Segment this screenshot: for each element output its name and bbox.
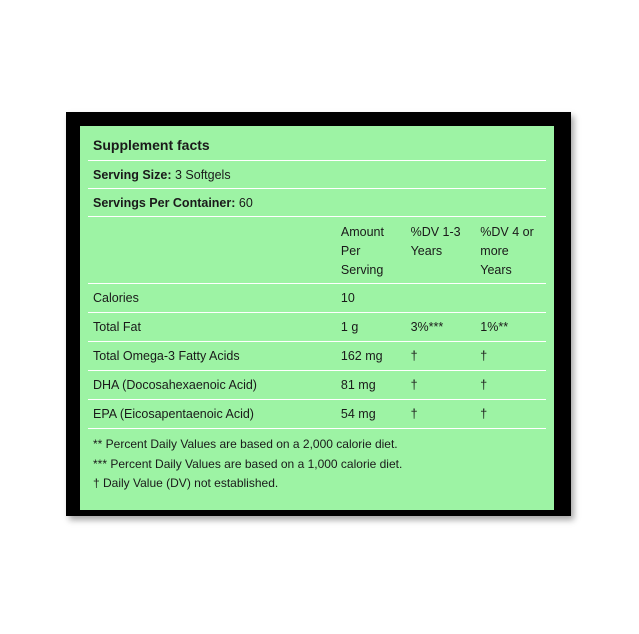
header-dv4-line: more bbox=[480, 244, 509, 258]
table-row bbox=[88, 284, 546, 313]
table-row bbox=[88, 313, 546, 342]
nutrient-dv4: † bbox=[480, 377, 488, 392]
nutrient-amount: 81 mg bbox=[340, 377, 376, 392]
table-row bbox=[88, 400, 546, 429]
header-dv4-line: Years bbox=[480, 263, 512, 277]
panel-title: Supplement facts bbox=[88, 126, 546, 161]
nutrient-dv13: † bbox=[410, 406, 418, 421]
header-amount-line: Per bbox=[340, 244, 361, 258]
serving-size-value: 3 Softgels bbox=[174, 167, 231, 182]
serving-size-label: Serving Size: bbox=[93, 167, 172, 182]
header-dv-4-more bbox=[480, 223, 546, 280]
supplement-facts-frame bbox=[66, 112, 571, 516]
header-dv13-line: %DV 1-3 bbox=[410, 225, 461, 239]
column-header-row bbox=[88, 217, 546, 284]
nutrient-dv13: † bbox=[410, 377, 418, 392]
nutrient-name: DHA (Docosahexaenoic Acid) bbox=[93, 378, 257, 392]
footnote: † Daily Value (DV) not established. bbox=[93, 476, 279, 490]
header-amount bbox=[341, 223, 411, 280]
nutrient-dv4: 1%** bbox=[480, 319, 509, 334]
nutrient-dv4: † bbox=[480, 348, 488, 363]
nutrient-name: Total Fat bbox=[93, 320, 141, 334]
table-row bbox=[88, 342, 546, 371]
footnote: *** Percent Daily Values are based on a 1,000 calorie diet. bbox=[93, 456, 403, 471]
nutrient-amount: 162 mg bbox=[340, 348, 383, 363]
nutrient-name: Total Omega-3 Fatty Acids bbox=[93, 349, 240, 363]
nutrient-name: Calories bbox=[93, 291, 139, 305]
serving-size-row bbox=[88, 161, 546, 189]
servings-per-container-row bbox=[88, 189, 546, 217]
supplement-facts-panel bbox=[80, 126, 554, 510]
servings-per-container-label: Servings Per Container: bbox=[93, 195, 236, 210]
servings-per-container-value: 60 bbox=[238, 195, 253, 210]
header-amount-line: Serving bbox=[340, 263, 384, 277]
nutrient-dv13: † bbox=[410, 348, 418, 363]
nutrient-amount: 1 g bbox=[340, 319, 359, 334]
footnote: ** Percent Daily Values are based on a 2,000 calorie diet. bbox=[93, 437, 398, 451]
nutrient-name: EPA (Eicosapentaenoic Acid) bbox=[93, 407, 254, 421]
nutrient-dv13: 3%*** bbox=[410, 319, 444, 334]
header-dv13-line: Years bbox=[410, 244, 443, 258]
nutrient-dv4: † bbox=[480, 406, 488, 421]
table-row bbox=[88, 371, 546, 400]
nutrient-amount: 10 bbox=[340, 290, 355, 305]
header-dv-1-3 bbox=[411, 223, 481, 261]
nutrient-amount: 54 mg bbox=[340, 406, 376, 421]
footnotes bbox=[88, 429, 546, 494]
header-amount-line: Amount bbox=[340, 225, 384, 239]
header-dv4-line: %DV 4 or bbox=[480, 225, 534, 239]
